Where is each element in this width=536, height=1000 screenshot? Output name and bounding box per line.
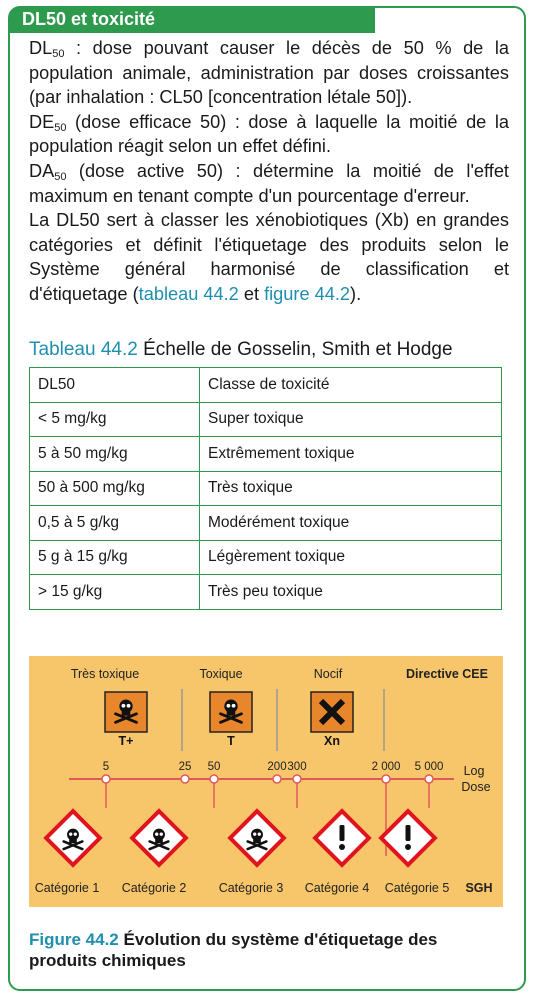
axis-tick-label: 2 000: [371, 761, 401, 773]
category-2: Catégorie 2: [121, 881, 187, 895]
da-definition: (dose active 50) : détermine la moitié de l'effet maximum en tenant compte d'un pourcentage d'erreur.: [29, 160, 509, 206]
caption-text: Évolution du système d'étiquetage des produits chimiques: [29, 930, 438, 970]
axis-tick-marker: [293, 775, 301, 783]
tableau-link[interactable]: tableau 44.2: [138, 283, 239, 304]
label-directive: Directive CEE: [406, 667, 488, 681]
classification-text: La DL50 sert à classer les xénobiotiques (Xb) en grandes catégories et définit l'étiquetage des produits selon le Système général harmonisé de classification et d'étiquetage (: [29, 210, 509, 304]
label-nocif: Nocif: [313, 667, 343, 681]
axis-tick-label: 200: [267, 761, 287, 773]
labeling-figure: [29, 656, 503, 907]
axis-tick-marker: [181, 775, 189, 783]
paragraph-da50: [29, 159, 509, 208]
ghs-skull-icon-cat2: [132, 811, 186, 865]
xn-cross-icon: [311, 692, 353, 732]
cell-dl50: > 15 g/kg: [30, 575, 200, 610]
axis-label-dose: Dose: [461, 780, 491, 794]
toxicity-table: [29, 367, 502, 610]
category-4: Catégorie 4: [304, 881, 370, 895]
cell-toxicity-class: Classe de toxicité: [200, 368, 502, 403]
cell-toxicity-class: Légèrement toxique: [200, 540, 502, 575]
cell-dl50: 5 g à 15 g/kg: [30, 540, 200, 575]
cell-toxicity-class: Modérément toxique: [200, 506, 502, 541]
caption-label: Figure 44.2: [29, 930, 119, 949]
symbol-xn: Xn: [324, 734, 340, 748]
box-header: [10, 6, 375, 33]
cell-toxicity-class: Super toxique: [200, 402, 502, 437]
table-row: [30, 437, 502, 472]
table-row: [30, 575, 502, 610]
table-title: [29, 339, 453, 361]
label-toxique: Toxique: [199, 667, 243, 681]
table-row: [30, 540, 502, 575]
dl-subscript: 50: [52, 48, 65, 60]
cell-toxicity-class: Extrêmement toxique: [200, 437, 502, 472]
cell-dl50: < 5 mg/kg: [30, 402, 200, 437]
axis-tick-marker: [210, 775, 218, 783]
ghs-skull-icon-cat1: [46, 811, 100, 865]
figure-caption: [29, 929, 499, 971]
cell-dl50: DL50: [30, 368, 200, 403]
category-3: Catégorie 3: [218, 881, 284, 895]
ghs-exclamation-icon-cat4: [315, 811, 369, 865]
axis-tick-marker: [102, 775, 110, 783]
paragraph-de50: [29, 110, 509, 159]
axis-tick-label: 300: [287, 761, 307, 773]
ghs-skull-icon-cat3: [230, 811, 284, 865]
axis-tick-label: 5: [102, 761, 110, 773]
t-symbol-icon: [210, 692, 252, 732]
axis-tick-label: 50: [207, 761, 221, 773]
classification-and: et: [238, 283, 265, 304]
de-definition: (dose efficace 50) : dose à laquelle la moitié de la population réagit selon un effet défini.: [29, 111, 509, 157]
symbol-t-plus: T+: [118, 734, 134, 748]
table-title-text: Échelle de Gosselin, Smith et Hodge: [137, 339, 453, 360]
table-header-row: [30, 368, 502, 403]
ghs-exclamation-icon-cat5: [381, 811, 435, 865]
cell-toxicity-class: Très toxique: [200, 471, 502, 506]
classification-end: ).: [350, 283, 362, 304]
symbol-t: T: [227, 734, 235, 748]
body-text: [29, 36, 509, 307]
axis-tick-label: 5 000: [414, 761, 444, 773]
category-5: Catégorie 5: [384, 881, 450, 895]
t-plus-symbol-icon: [105, 692, 147, 732]
table-row: [30, 506, 502, 541]
paragraph-dl50: [29, 36, 509, 110]
label-sgh: SGH: [465, 881, 493, 895]
paragraph-classification: [29, 208, 509, 306]
cell-dl50: 5 à 50 mg/kg: [30, 437, 200, 472]
da-subscript: 50: [54, 170, 67, 183]
axis-tick-marker: [425, 775, 433, 783]
table-row: [30, 402, 502, 437]
de-subscript: 50: [54, 121, 67, 134]
cell-dl50: 50 à 500 mg/kg: [30, 471, 200, 506]
de-term: DE: [29, 111, 55, 132]
axis-tick-marker: [273, 775, 281, 783]
dl-definition: : dose pouvant causer le décès de 50 % de la population animale, administration par doses croissantes (par inhalation : CL50 [concentration létale 50]).: [29, 38, 509, 108]
label-tres-toxique: Très toxique: [70, 667, 140, 681]
axis-tick-label: 25: [178, 761, 192, 773]
cell-toxicity-class: Très peu toxique: [200, 575, 502, 610]
figure-link[interactable]: figure 44.2: [264, 283, 351, 304]
dl-term: DL: [29, 38, 53, 58]
axis-tick-marker: [382, 775, 390, 783]
box-title: DL50 et toxicité: [22, 9, 156, 29]
axis-label-log: Log: [463, 764, 485, 778]
da-term: DA: [29, 160, 55, 181]
table-row: [30, 471, 502, 506]
table-label: Tableau 44.2: [29, 339, 138, 360]
figure-panel: [29, 656, 503, 907]
category-1: Catégorie 1: [34, 881, 100, 895]
cell-dl50: 0,5 à 5 g/kg: [30, 506, 200, 541]
